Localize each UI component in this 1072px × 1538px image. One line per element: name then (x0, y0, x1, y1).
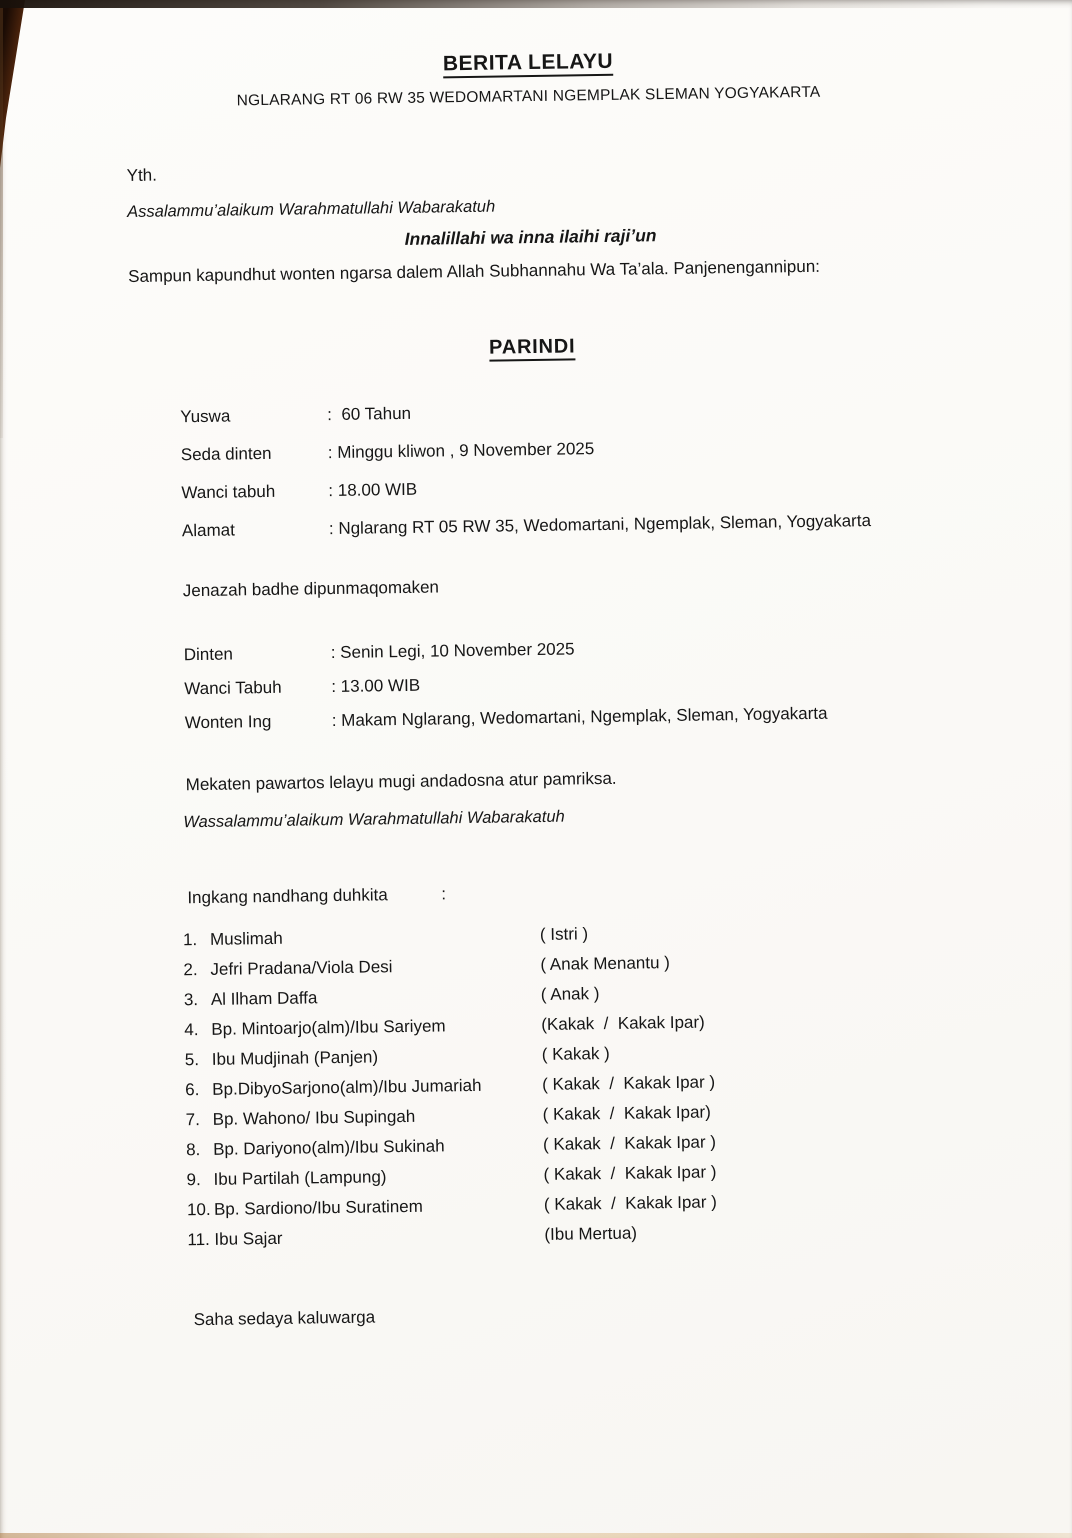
detail-row (185, 699, 1072, 734)
detail-label: Wonten Ing (184, 711, 272, 733)
mourner-name: Ibu Sajar (214, 1228, 283, 1249)
mourner-name: Al Ilham Daffa (210, 988, 318, 1009)
letter-title (0, 42, 1064, 84)
detail-row (181, 431, 1070, 466)
mourner-name: Ibu Mudjinah (Panjen) (211, 1047, 379, 1069)
mourner-name: Bp. Mintoarjo(alm)/Ibu Sariyem (211, 1016, 446, 1039)
mourner-row (185, 1036, 1072, 1071)
mourner-relation: ( Kakak / Kakak Ipar ) (542, 1132, 717, 1154)
mourner-relation: ( Kakak / Kakak Ipar) (542, 1102, 711, 1124)
detail-label: Alamat (181, 520, 235, 541)
mourner-number: 11. (187, 1229, 210, 1250)
mourner-name: Ibu Partilah (Lampung) (213, 1167, 387, 1189)
closing-message: Mekaten pawartos lelayu mugi andadosna atur pamriksa. (185, 768, 617, 795)
mourner-name: Bp. Sardiono/Ibu Suratinem (213, 1196, 423, 1219)
detail-label: Dinten (183, 644, 234, 665)
opening-salam: Assalammu’alaikum Warahmatullahi Wabarakatuh (127, 197, 496, 222)
mourner-row (184, 1006, 1072, 1041)
mourner-name: Bp.DibyoSarjono(alm)/Ibu Jumariah (212, 1075, 482, 1099)
detail-value: : 13.00 WIB (331, 675, 421, 697)
mourner-number: 2. (183, 960, 198, 980)
mourner-relation: ( Kakak / Kakak Ipar ) (543, 1192, 717, 1214)
deceased-details (180, 393, 1071, 542)
mourner-relation: ( Istri ) (539, 924, 589, 944)
mourner-row (186, 1156, 1072, 1191)
mourner-name: Bp. Wahono/ Ibu Supingah (212, 1106, 416, 1129)
recipient-line: Yth. (126, 165, 158, 186)
mourner-row (187, 1186, 1072, 1221)
detail-label: Wanci Tabuh (184, 677, 282, 699)
mourner-number: 1. (182, 930, 198, 950)
detail-value: : Minggu kliwon , 9 November 2025 (327, 439, 595, 463)
mourner-relation: ( Anak Menantu ) (540, 953, 671, 974)
mourner-row (186, 1096, 1072, 1131)
mourner-number: 6. (185, 1080, 200, 1100)
mourner-relation: ( Kakak ) (541, 1043, 610, 1064)
mourner-row (186, 1126, 1072, 1161)
burial-heading: Jenazah badhe dipunmaqomaken (182, 577, 440, 601)
announcement-line: Sampun kapundhut wonten ngarsa dalem Allah Subhannahu Wa Ta’ala. Panjenengannipun: (128, 256, 821, 287)
mourner-relation: ( Anak ) (540, 984, 600, 1004)
detail-label: Seda dinten (180, 443, 272, 465)
mourner-row (185, 1066, 1072, 1101)
mourners-list (183, 916, 1072, 1251)
mourner-number: 10. (186, 1199, 211, 1220)
mourner-number: 3. (183, 990, 199, 1010)
detail-label: Wanci tabuh (181, 481, 276, 503)
mourner-number: 8. (185, 1140, 201, 1160)
mourner-number: 9. (186, 1170, 201, 1190)
detail-label: Yuswa (180, 406, 231, 427)
mourner-number: 4. (184, 1020, 199, 1040)
letter-subtitle: NGLARANG RT 06 RW 35 WEDOMARTANI NGEMPLAK SLEMAN YOGYAKARTA (236, 83, 821, 110)
detail-row (184, 665, 1072, 700)
istirja-line: Innalillahi wa inna ilaihi raji’un (404, 225, 657, 249)
mourner-name: Jefri Pradana/Viola Desi (210, 957, 393, 979)
mourner-name: Bp. Dariyono(alm)/Ibu Sukinah (212, 1136, 445, 1159)
deceased-name-text: PARINDI (489, 335, 576, 361)
detail-row (180, 393, 1069, 428)
detail-row (181, 469, 1070, 504)
detail-value: : 18.00 WIB (328, 479, 418, 501)
burial-details (184, 631, 1072, 734)
mourner-row (187, 1216, 1072, 1251)
detail-value: : 60 Tahun (327, 403, 412, 425)
mourner-row (183, 916, 1072, 951)
paper-bottom-edge (0, 1533, 1072, 1538)
detail-row (182, 507, 1071, 542)
mourner-relation: ( Kakak / Kakak Ipar ) (542, 1072, 716, 1094)
detail-value: : Senin Legi, 10 November 2025 (330, 639, 575, 663)
family-closing: Saha sedaya kaluwarga (193, 1307, 376, 1330)
mourner-row (183, 946, 1072, 981)
mourner-relation: (Kakak / Kakak Ipar) (541, 1012, 705, 1034)
detail-value: : Nglarang RT 05 RW 35, Wedomartani, Ngemplak, Sleman, Yogyakarta (328, 511, 872, 539)
mourner-relation: (Ibu Mertua) (544, 1223, 638, 1244)
mourners-heading-text: Ingkang nandhang duhkita (187, 885, 388, 908)
mourner-number: 5. (184, 1050, 200, 1070)
mourner-name: Muslimah (209, 928, 283, 949)
mourner-number: 7. (185, 1110, 200, 1130)
mourners-heading (187, 874, 1072, 909)
mourner-relation: ( Kakak / Kakak Ipar ) (543, 1162, 717, 1184)
mourner-row (184, 976, 1072, 1011)
mourners-heading-colon: : (441, 884, 447, 904)
detail-value: : Makam Nglarang, Wedomartani, Ngemplak, Sleman, Yogyakarta (331, 703, 828, 731)
detail-row (184, 631, 1072, 666)
letter-title-text: BERITA LELAYU (443, 50, 614, 79)
deceased-name (0, 326, 1068, 369)
closing-salam: Wassalammu’alaikum Warahmatullahi Wabarakatuh (183, 807, 565, 832)
